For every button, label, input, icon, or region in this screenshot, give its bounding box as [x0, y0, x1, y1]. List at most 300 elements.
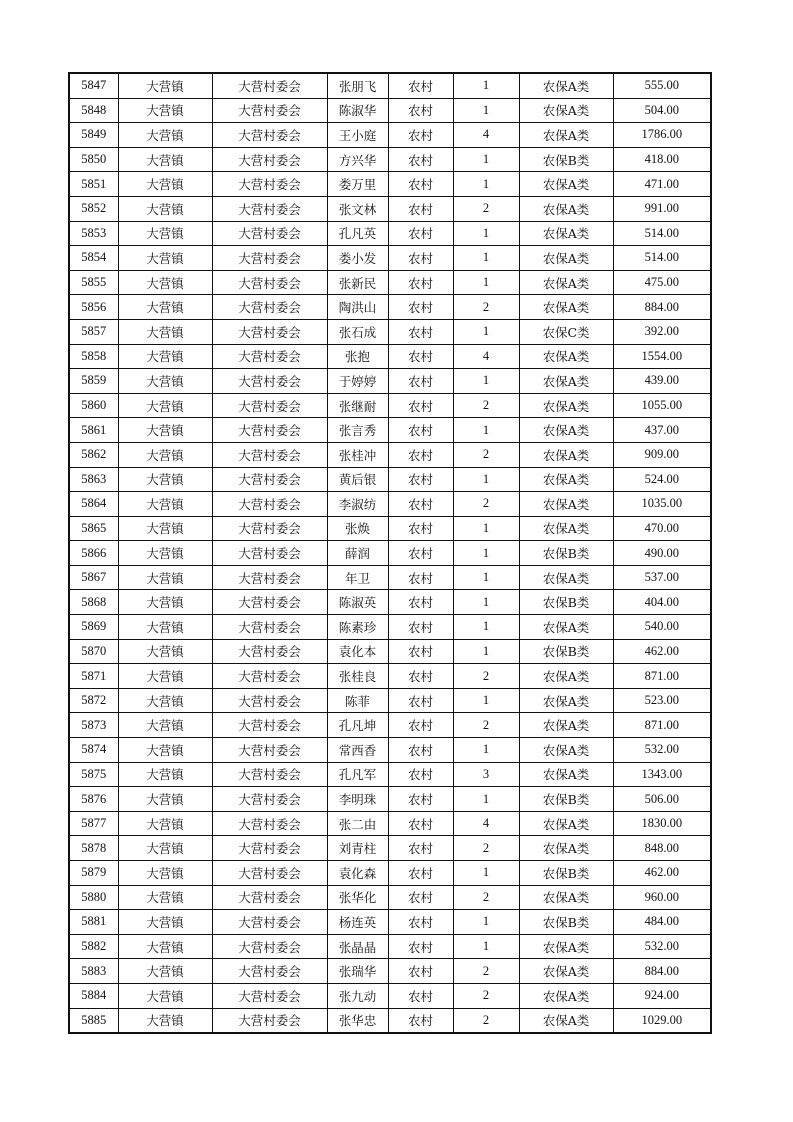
cell-category: 农保A类	[519, 196, 613, 221]
cell-id: 5872	[69, 688, 118, 713]
cell-amount: 439.00	[613, 369, 711, 394]
cell-name: 于婷婷	[327, 369, 388, 394]
cell-town: 大营镇	[118, 270, 212, 295]
cell-id: 5879	[69, 861, 118, 886]
cell-category: 农保A类	[519, 442, 613, 467]
cell-id: 5876	[69, 787, 118, 812]
cell-type: 农村	[388, 688, 453, 713]
table-row	[69, 516, 711, 541]
cell-town: 大营镇	[118, 172, 212, 197]
cell-count: 1	[453, 787, 519, 812]
cell-amount: 991.00	[613, 196, 711, 221]
cell-village: 大营村委会	[212, 270, 327, 295]
cell-village: 大营村委会	[212, 73, 327, 98]
cell-name: 张桂冲	[327, 442, 388, 467]
cell-town: 大营镇	[118, 934, 212, 959]
cell-amount: 514.00	[613, 221, 711, 246]
cell-count: 2	[453, 393, 519, 418]
cell-name: 陈淑英	[327, 590, 388, 615]
cell-amount: 1055.00	[613, 393, 711, 418]
cell-amount: 1035.00	[613, 492, 711, 517]
cell-town: 大营镇	[118, 738, 212, 763]
cell-type: 农村	[388, 172, 453, 197]
cell-village: 大营村委会	[212, 295, 327, 320]
table-row	[69, 246, 711, 271]
table-row	[69, 787, 711, 812]
cell-town: 大营镇	[118, 492, 212, 517]
table-row	[69, 73, 711, 98]
cell-type: 农村	[388, 861, 453, 886]
cell-id: 5865	[69, 516, 118, 541]
cell-count: 2	[453, 713, 519, 738]
cell-amount: 490.00	[613, 541, 711, 566]
cell-id: 5856	[69, 295, 118, 320]
cell-count: 1	[453, 934, 519, 959]
cell-category: 农保A类	[519, 959, 613, 984]
cell-name: 李淑纺	[327, 492, 388, 517]
table-row	[69, 98, 711, 123]
cell-type: 农村	[388, 762, 453, 787]
cell-amount: 532.00	[613, 934, 711, 959]
cell-id: 5847	[69, 73, 118, 98]
cell-name: 方兴华	[327, 147, 388, 172]
cell-name: 年卫	[327, 565, 388, 590]
cell-town: 大营镇	[118, 123, 212, 148]
cell-category: 农保A类	[519, 1008, 613, 1033]
cell-name: 杨连英	[327, 910, 388, 935]
cell-town: 大营镇	[118, 811, 212, 836]
cell-count: 1	[453, 738, 519, 763]
cell-town: 大营镇	[118, 98, 212, 123]
cell-type: 农村	[388, 221, 453, 246]
cell-type: 农村	[388, 467, 453, 492]
cell-type: 农村	[388, 147, 453, 172]
cell-amount: 1029.00	[613, 1008, 711, 1033]
cell-type: 农村	[388, 541, 453, 566]
cell-amount: 462.00	[613, 861, 711, 886]
cell-id: 5881	[69, 910, 118, 935]
cell-name: 薛润	[327, 541, 388, 566]
table-row	[69, 541, 711, 566]
table-row	[69, 811, 711, 836]
cell-type: 农村	[388, 1008, 453, 1033]
cell-count: 4	[453, 811, 519, 836]
cell-id: 5867	[69, 565, 118, 590]
cell-town: 大营镇	[118, 541, 212, 566]
cell-village: 大营村委会	[212, 861, 327, 886]
cell-type: 农村	[388, 270, 453, 295]
cell-village: 大营村委会	[212, 418, 327, 443]
cell-category: 农保A类	[519, 98, 613, 123]
table-row	[69, 492, 711, 517]
table-row	[69, 270, 711, 295]
cell-category: 农保B类	[519, 147, 613, 172]
cell-category: 农保A类	[519, 565, 613, 590]
cell-category: 农保A类	[519, 615, 613, 640]
cell-town: 大营镇	[118, 393, 212, 418]
cell-category: 农保A类	[519, 172, 613, 197]
cell-name: 张华忠	[327, 1008, 388, 1033]
cell-amount: 884.00	[613, 295, 711, 320]
cell-count: 2	[453, 664, 519, 689]
cell-town: 大营镇	[118, 418, 212, 443]
cell-town: 大营镇	[118, 147, 212, 172]
cell-id: 5862	[69, 442, 118, 467]
cell-name: 娄小发	[327, 246, 388, 271]
cell-amount: 871.00	[613, 664, 711, 689]
cell-name: 张继耐	[327, 393, 388, 418]
cell-category: 农保A类	[519, 393, 613, 418]
cell-village: 大营村委会	[212, 541, 327, 566]
cell-village: 大营村委会	[212, 369, 327, 394]
cell-type: 农村	[388, 639, 453, 664]
cell-category: 农保B类	[519, 787, 613, 812]
cell-type: 农村	[388, 418, 453, 443]
cell-category: 农保A类	[519, 713, 613, 738]
cell-count: 2	[453, 836, 519, 861]
cell-village: 大营村委会	[212, 934, 327, 959]
cell-amount: 506.00	[613, 787, 711, 812]
cell-town: 大营镇	[118, 319, 212, 344]
cell-count: 1	[453, 590, 519, 615]
cell-category: 农保A类	[519, 369, 613, 394]
cell-village: 大营村委会	[212, 516, 327, 541]
table-row	[69, 738, 711, 763]
cell-count: 2	[453, 196, 519, 221]
cell-town: 大营镇	[118, 787, 212, 812]
cell-type: 农村	[388, 73, 453, 98]
cell-category: 农保A类	[519, 811, 613, 836]
cell-count: 1	[453, 861, 519, 886]
cell-type: 农村	[388, 393, 453, 418]
table-row	[69, 688, 711, 713]
cell-amount: 555.00	[613, 73, 711, 98]
cell-town: 大营镇	[118, 885, 212, 910]
cell-count: 1	[453, 369, 519, 394]
cell-name: 陈淑华	[327, 98, 388, 123]
cell-type: 农村	[388, 811, 453, 836]
cell-id: 5855	[69, 270, 118, 295]
cell-type: 农村	[388, 442, 453, 467]
cell-id: 5883	[69, 959, 118, 984]
cell-type: 农村	[388, 910, 453, 935]
table-row	[69, 590, 711, 615]
cell-amount: 475.00	[613, 270, 711, 295]
cell-category: 农保A类	[519, 221, 613, 246]
cell-town: 大营镇	[118, 910, 212, 935]
cell-category: 农保A类	[519, 467, 613, 492]
table-row	[69, 713, 711, 738]
cell-category: 农保A类	[519, 418, 613, 443]
cell-town: 大营镇	[118, 762, 212, 787]
cell-count: 1	[453, 565, 519, 590]
cell-village: 大营村委会	[212, 1008, 327, 1033]
table-row	[69, 910, 711, 935]
cell-amount: 871.00	[613, 713, 711, 738]
cell-name: 黄后银	[327, 467, 388, 492]
table-row	[69, 885, 711, 910]
cell-count: 1	[453, 147, 519, 172]
cell-category: 农保A类	[519, 492, 613, 517]
cell-type: 农村	[388, 836, 453, 861]
cell-amount: 540.00	[613, 615, 711, 640]
cell-name: 张华化	[327, 885, 388, 910]
cell-name: 王小庭	[327, 123, 388, 148]
cell-village: 大营村委会	[212, 762, 327, 787]
cell-type: 农村	[388, 295, 453, 320]
cell-type: 农村	[388, 787, 453, 812]
cell-id: 5860	[69, 393, 118, 418]
cell-village: 大营村委会	[212, 344, 327, 369]
cell-count: 1	[453, 246, 519, 271]
cell-category: 农保A类	[519, 73, 613, 98]
cell-count: 1	[453, 221, 519, 246]
cell-town: 大营镇	[118, 836, 212, 861]
cell-id: 5864	[69, 492, 118, 517]
cell-village: 大营村委会	[212, 910, 327, 935]
cell-amount: 418.00	[613, 147, 711, 172]
table-row	[69, 1008, 711, 1033]
cell-id: 5870	[69, 639, 118, 664]
cell-town: 大营镇	[118, 196, 212, 221]
cell-amount: 437.00	[613, 418, 711, 443]
cell-village: 大营村委会	[212, 713, 327, 738]
cell-category: 农保A类	[519, 688, 613, 713]
table-row	[69, 664, 711, 689]
cell-town: 大营镇	[118, 565, 212, 590]
cell-id: 5861	[69, 418, 118, 443]
cell-type: 农村	[388, 319, 453, 344]
cell-town: 大营镇	[118, 639, 212, 664]
cell-type: 农村	[388, 738, 453, 763]
table-row	[69, 934, 711, 959]
cell-category: 农保A类	[519, 295, 613, 320]
cell-name: 李明珠	[327, 787, 388, 812]
cell-name: 袁化森	[327, 861, 388, 886]
cell-type: 农村	[388, 196, 453, 221]
cell-amount: 462.00	[613, 639, 711, 664]
cell-id: 5877	[69, 811, 118, 836]
cell-name: 袁化本	[327, 639, 388, 664]
cell-type: 农村	[388, 246, 453, 271]
cell-count: 2	[453, 1008, 519, 1033]
cell-type: 农村	[388, 615, 453, 640]
cell-village: 大营村委会	[212, 492, 327, 517]
cell-count: 2	[453, 295, 519, 320]
cell-type: 农村	[388, 565, 453, 590]
cell-id: 5852	[69, 196, 118, 221]
cell-count: 1	[453, 270, 519, 295]
table-row	[69, 762, 711, 787]
cell-count: 1	[453, 319, 519, 344]
cell-town: 大营镇	[118, 1008, 212, 1033]
cell-count: 1	[453, 418, 519, 443]
cell-name: 张朋飞	[327, 73, 388, 98]
cell-town: 大营镇	[118, 467, 212, 492]
cell-count: 2	[453, 442, 519, 467]
table-row	[69, 861, 711, 886]
cell-village: 大营村委会	[212, 221, 327, 246]
table-row	[69, 983, 711, 1008]
cell-category: 农保A类	[519, 270, 613, 295]
cell-category: 农保A类	[519, 738, 613, 763]
cell-category: 农保A类	[519, 885, 613, 910]
cell-category: 农保A类	[519, 344, 613, 369]
cell-amount: 1343.00	[613, 762, 711, 787]
cell-count: 1	[453, 910, 519, 935]
cell-count: 4	[453, 123, 519, 148]
cell-village: 大营村委会	[212, 983, 327, 1008]
table-row	[69, 565, 711, 590]
cell-town: 大营镇	[118, 295, 212, 320]
cell-category: 农保A类	[519, 762, 613, 787]
cell-town: 大营镇	[118, 73, 212, 98]
cell-id: 5853	[69, 221, 118, 246]
cell-type: 农村	[388, 664, 453, 689]
cell-town: 大营镇	[118, 590, 212, 615]
data-table	[68, 72, 712, 1034]
cell-village: 大营村委会	[212, 664, 327, 689]
cell-amount: 1554.00	[613, 344, 711, 369]
cell-village: 大营村委会	[212, 442, 327, 467]
cell-count: 1	[453, 615, 519, 640]
table-row	[69, 344, 711, 369]
cell-category: 农保B类	[519, 639, 613, 664]
cell-id: 5874	[69, 738, 118, 763]
cell-name: 张焕	[327, 516, 388, 541]
cell-category: 农保A类	[519, 836, 613, 861]
cell-village: 大营村委会	[212, 811, 327, 836]
cell-type: 农村	[388, 983, 453, 1008]
cell-type: 农村	[388, 516, 453, 541]
cell-id: 5878	[69, 836, 118, 861]
cell-name: 张石成	[327, 319, 388, 344]
cell-category: 农保B类	[519, 861, 613, 886]
cell-name: 张瑞华	[327, 959, 388, 984]
cell-id: 5849	[69, 123, 118, 148]
cell-type: 农村	[388, 959, 453, 984]
cell-count: 1	[453, 688, 519, 713]
cell-type: 农村	[388, 492, 453, 517]
cell-count: 1	[453, 467, 519, 492]
cell-category: 农保B类	[519, 590, 613, 615]
cell-village: 大营村委会	[212, 836, 327, 861]
cell-type: 农村	[388, 885, 453, 910]
cell-village: 大营村委会	[212, 590, 327, 615]
cell-category: 农保A类	[519, 123, 613, 148]
cell-id: 5873	[69, 713, 118, 738]
cell-name: 孔凡军	[327, 762, 388, 787]
cell-id: 5848	[69, 98, 118, 123]
table-row	[69, 418, 711, 443]
cell-name: 陈素珍	[327, 615, 388, 640]
cell-id: 5854	[69, 246, 118, 271]
table-row	[69, 147, 711, 172]
table-row	[69, 615, 711, 640]
cell-name: 陈菲	[327, 688, 388, 713]
cell-id: 5875	[69, 762, 118, 787]
cell-village: 大营村委会	[212, 688, 327, 713]
cell-name: 张新民	[327, 270, 388, 295]
cell-village: 大营村委会	[212, 787, 327, 812]
cell-village: 大营村委会	[212, 565, 327, 590]
cell-id: 5882	[69, 934, 118, 959]
cell-village: 大营村委会	[212, 246, 327, 271]
cell-village: 大营村委会	[212, 393, 327, 418]
cell-amount: 392.00	[613, 319, 711, 344]
cell-category: 农保A类	[519, 516, 613, 541]
cell-amount: 471.00	[613, 172, 711, 197]
cell-town: 大营镇	[118, 221, 212, 246]
cell-count: 1	[453, 73, 519, 98]
cell-type: 农村	[388, 590, 453, 615]
cell-id: 5866	[69, 541, 118, 566]
cell-category: 农保A类	[519, 246, 613, 271]
cell-amount: 532.00	[613, 738, 711, 763]
table-row	[69, 467, 711, 492]
cell-town: 大营镇	[118, 369, 212, 394]
table-row	[69, 442, 711, 467]
cell-name: 孔凡英	[327, 221, 388, 246]
cell-id: 5869	[69, 615, 118, 640]
cell-name: 常西香	[327, 738, 388, 763]
cell-category: 农保A类	[519, 934, 613, 959]
cell-village: 大营村委会	[212, 319, 327, 344]
cell-name: 张晶晶	[327, 934, 388, 959]
cell-village: 大营村委会	[212, 98, 327, 123]
cell-amount: 514.00	[613, 246, 711, 271]
cell-town: 大营镇	[118, 344, 212, 369]
cell-count: 2	[453, 983, 519, 1008]
cell-category: 农保B类	[519, 541, 613, 566]
cell-village: 大营村委会	[212, 467, 327, 492]
cell-type: 农村	[388, 934, 453, 959]
cell-amount: 504.00	[613, 98, 711, 123]
table-row	[69, 319, 711, 344]
table-row	[69, 959, 711, 984]
table-row	[69, 295, 711, 320]
cell-town: 大营镇	[118, 442, 212, 467]
table-row	[69, 123, 711, 148]
cell-id: 5850	[69, 147, 118, 172]
cell-id: 5880	[69, 885, 118, 910]
cell-id: 5884	[69, 983, 118, 1008]
cell-amount: 537.00	[613, 565, 711, 590]
cell-village: 大营村委会	[212, 147, 327, 172]
cell-town: 大营镇	[118, 959, 212, 984]
cell-count: 1	[453, 541, 519, 566]
cell-amount: 960.00	[613, 885, 711, 910]
cell-town: 大营镇	[118, 983, 212, 1008]
cell-name: 张二由	[327, 811, 388, 836]
cell-type: 农村	[388, 98, 453, 123]
cell-count: 3	[453, 762, 519, 787]
cell-town: 大营镇	[118, 516, 212, 541]
cell-town: 大营镇	[118, 688, 212, 713]
cell-amount: 884.00	[613, 959, 711, 984]
cell-count: 2	[453, 959, 519, 984]
cell-amount: 524.00	[613, 467, 711, 492]
table-row	[69, 172, 711, 197]
cell-amount: 470.00	[613, 516, 711, 541]
cell-id: 5863	[69, 467, 118, 492]
cell-id: 5871	[69, 664, 118, 689]
cell-id: 5868	[69, 590, 118, 615]
cell-name: 刘青柱	[327, 836, 388, 861]
cell-count: 1	[453, 639, 519, 664]
cell-id: 5859	[69, 369, 118, 394]
cell-town: 大营镇	[118, 664, 212, 689]
